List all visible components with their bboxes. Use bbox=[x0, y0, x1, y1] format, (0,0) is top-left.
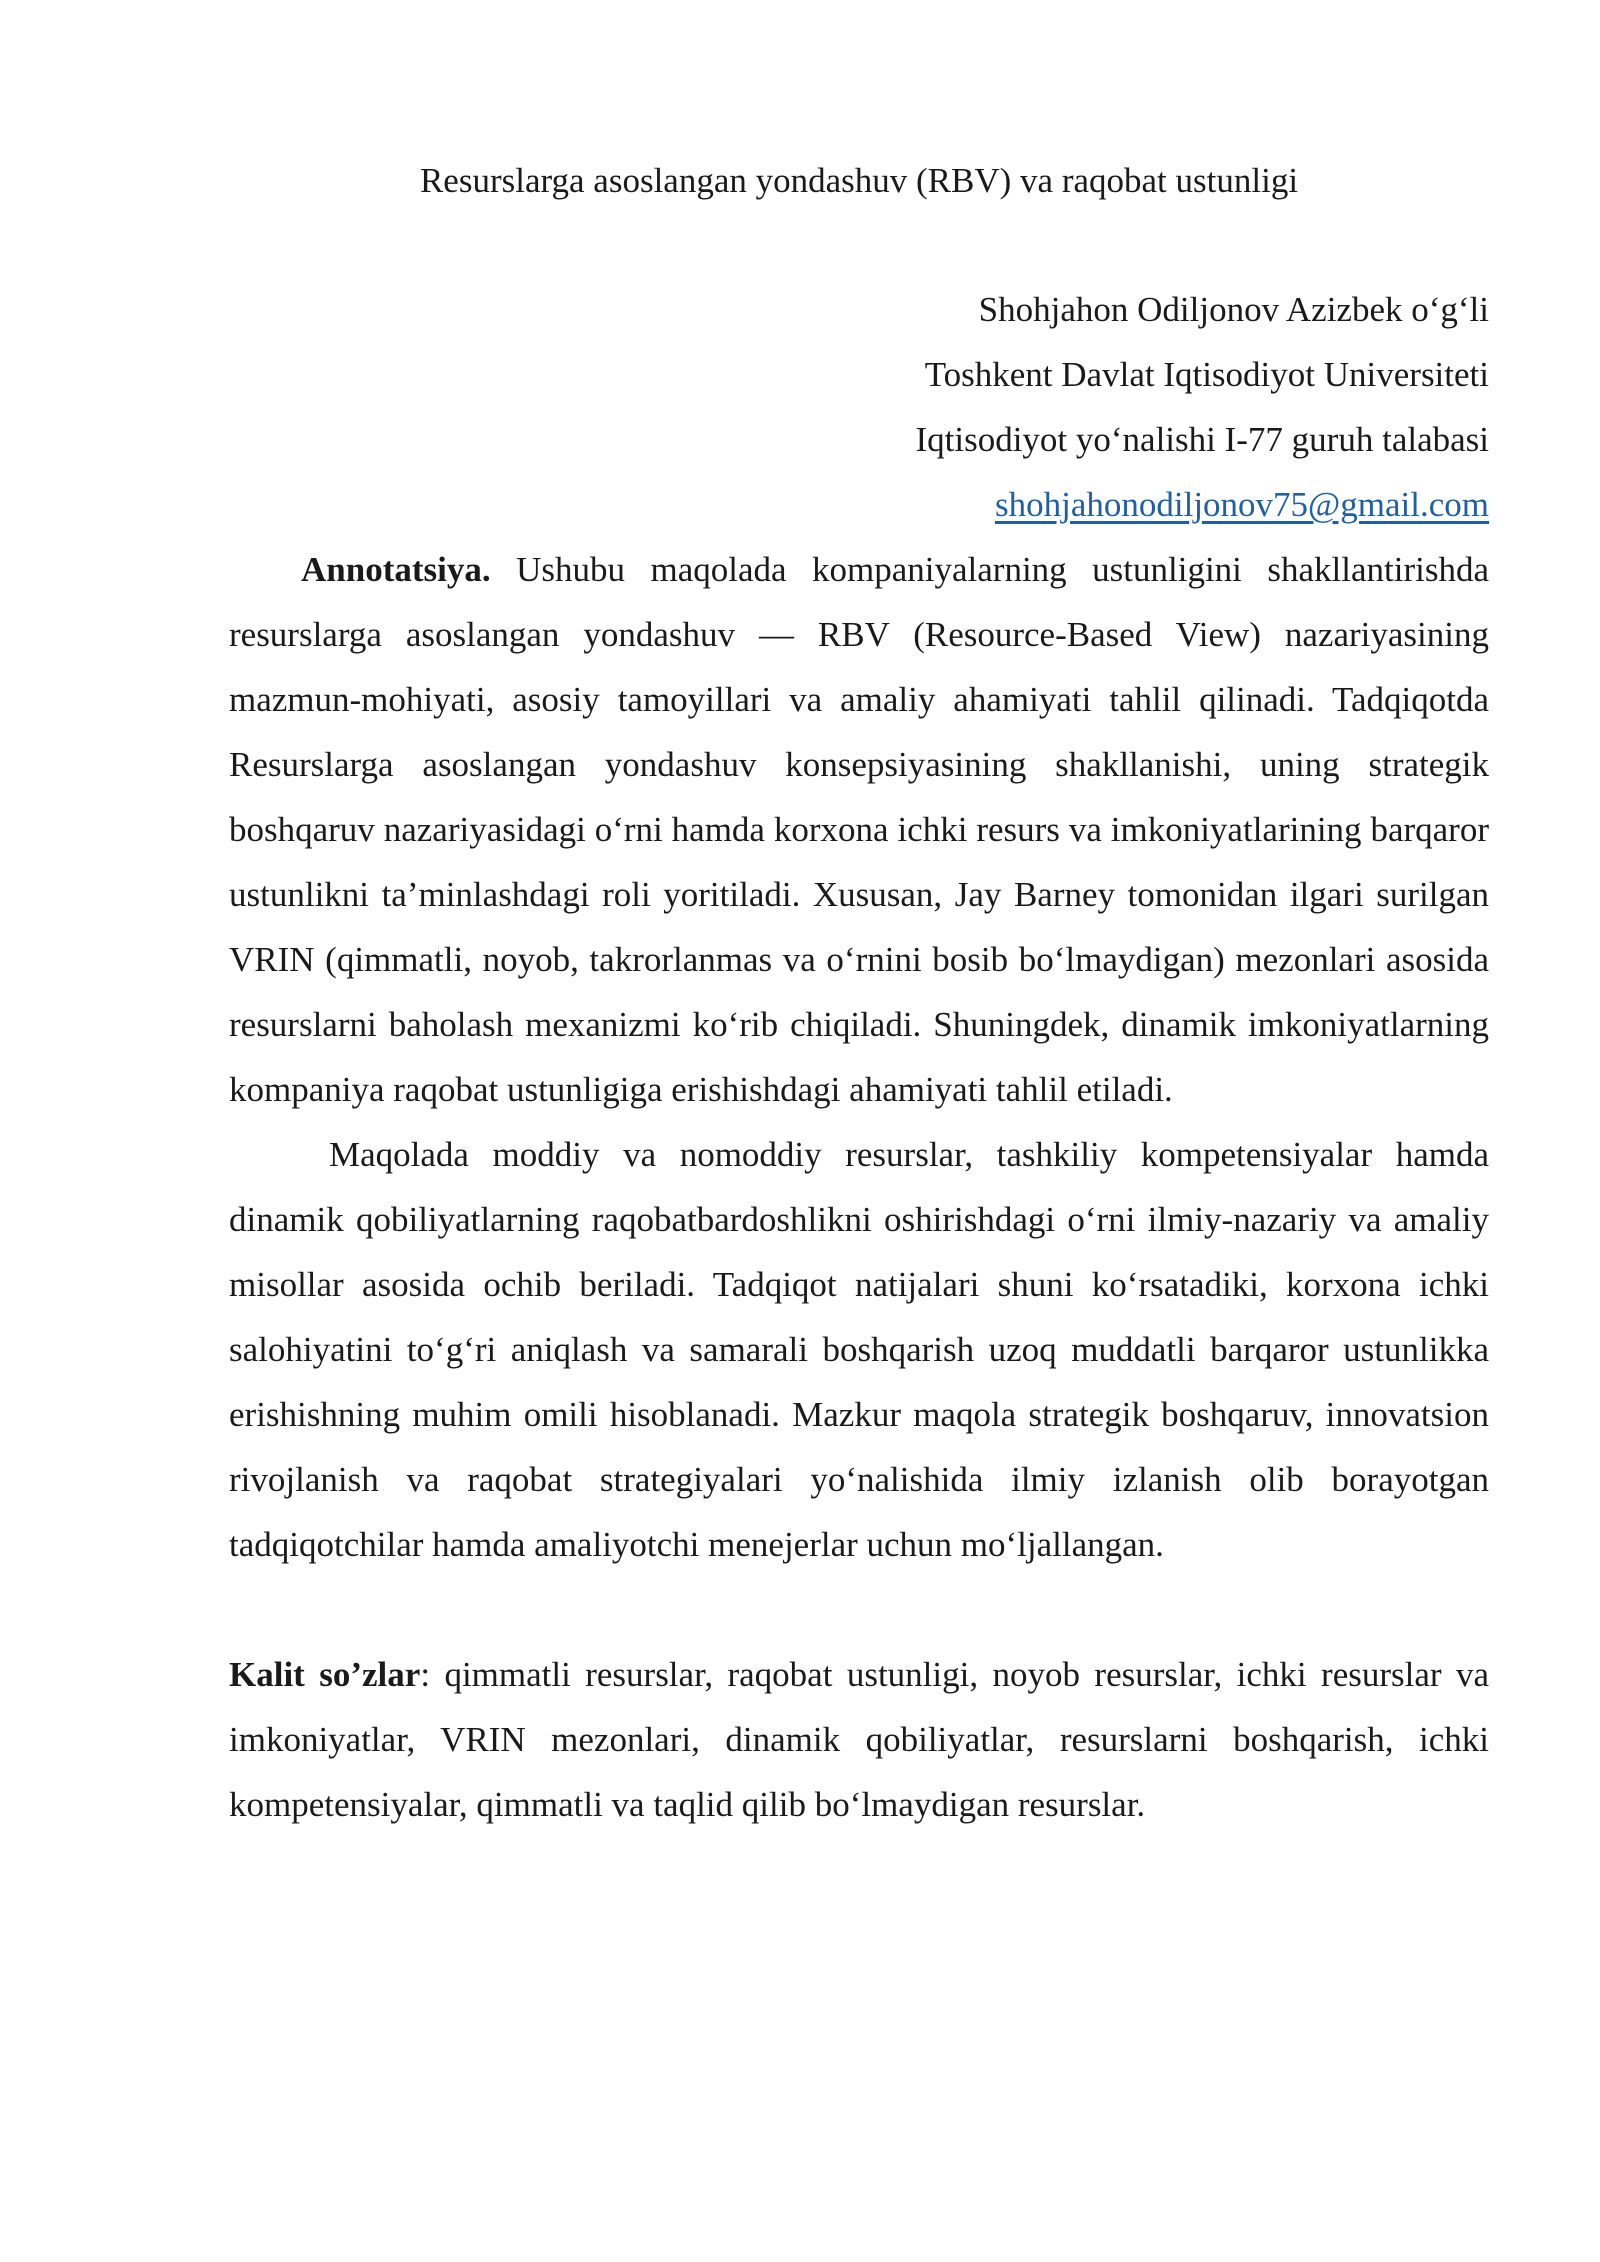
author-group: Iqtisodiyot yo‘nalishi I-77 guruh talabasi bbox=[915, 420, 1489, 459]
author-email-line bbox=[229, 472, 1489, 537]
keywords-label: Kalit so’zlar bbox=[229, 1655, 421, 1694]
author-university: Toshkent Davlat Iqtisodiyot Universiteti bbox=[924, 355, 1489, 394]
abstract-paragraph-1 bbox=[229, 537, 1489, 1122]
abstract-paragraph-2: Maqolada moddiy va nomoddiy resurslar, tashkiliy kompetensiyalar hamda dinamik qobiliyatlarning raqobatbardoshlikni oshirishdagi o‘rni ilmiy-nazariy va amaliy misollar asosida ochib beriladi. Tadqiqot natijalari shuni ko‘rsatadiki, korxona ichki salohiyatini to‘g‘ri aniqlash va samarali boshqarish uzoq muddatli barqaror ustunlikka erishishning muhim omili hisoblanadi. Mazkur maqola strategik boshqaruv, innovatsion rivojlanish va raqobat strategiyalari yo‘nalishida ilmiy izlanish olib borayotgan tadqiqotchilar hamda amaliyotchi menejerlar uchun mo‘ljallangan. bbox=[229, 1135, 1489, 1564]
keywords-text: : qimmatli resurslar, raqobat ustunligi, noyob resurslar, ichki resurslar va imkoniyatlar, VRIN mezonlari, dinamik qobiliyatlar, resurslarni boshqarish, ichki kompetensiyalar, qimmatli va taqlid qilib bo‘lmaydigan resurslar. bbox=[229, 1655, 1489, 1824]
abstract-text-1: Ushubu maqolada kompaniyalarning ustunligini shakllantirishda resurslarga asoslangan yondashuv — RBV (Resource-Based View) nazariyasining mazmun-mohiyati, asosiy tamoyillari va amaliy ahamiyati tahlil qilinadi. Tadqiqotda Resurslarga asoslangan yondashuv konsepsiyasining shakllanishi, uning strategik boshqaruv nazariyasidagi o‘rni hamda korxona ichki resurs va imkoniyatlarining barqaror ustunlikni ta’minlashdagi roli yoritiladi. Xususan, Jay Barney tomonidan ilgari surilgan VRIN (qimmatli, noyob, takrorlanmas va o‘rnini bosib bo‘lmaydigan) mezonlari asosida resurslarni baholash mexanizmi ko‘rib chiqiladi. Shuningdek, dinamik imkoniyatlarning kompaniya raqobat ustunligiga erishishdagi ahamiyati tahlil etiladi. bbox=[229, 550, 1489, 1109]
page-content bbox=[229, 148, 1489, 1837]
abstract-label: Annotatsiya. bbox=[301, 550, 491, 589]
paper-title: Resurslarga asoslangan yondashuv (RBV) va raqobat ustunligi bbox=[419, 161, 1299, 200]
author-name: Shohjahon Odiljonov Azizbek o‘g‘li bbox=[978, 290, 1489, 329]
author-block bbox=[229, 277, 1489, 537]
keywords-paragraph bbox=[229, 1642, 1489, 1837]
author-email-link[interactable]: shohjahonodiljonov75@gmail.com bbox=[995, 485, 1489, 524]
